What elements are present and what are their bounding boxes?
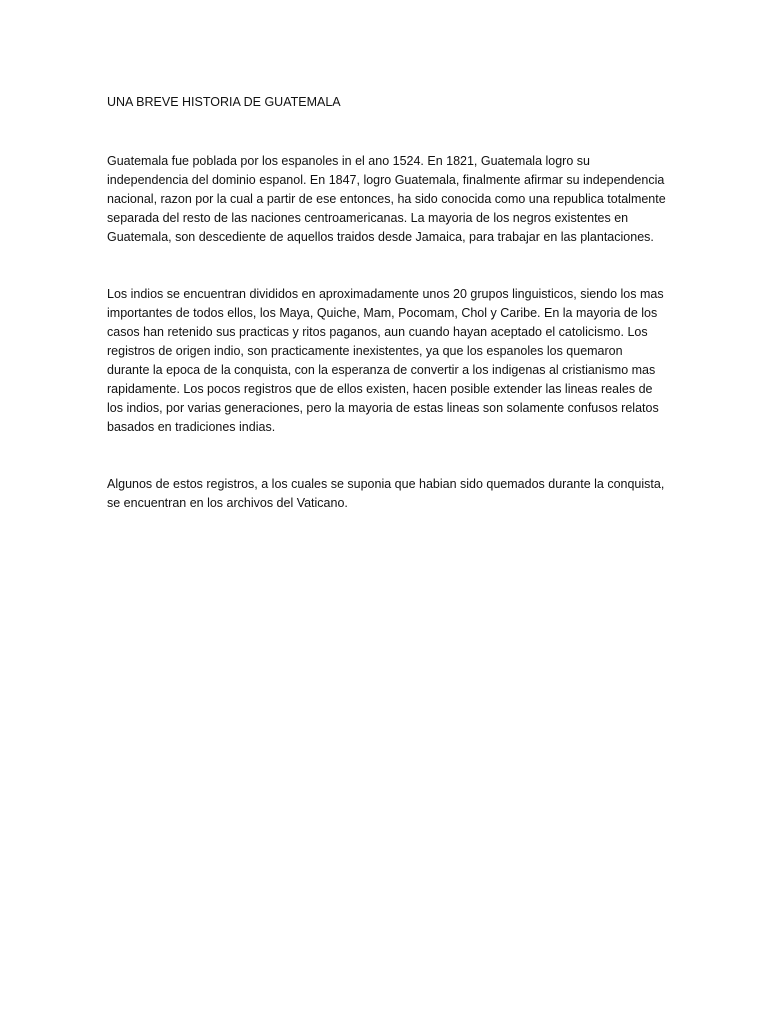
paragraph-indigenous-groups: Los indios se encuentran divididos en aproximadamente unos 20 grupos linguisticos, siendo los mas importantes de todos ellos, los Maya, Quiche, Mam, Pocomam, Chol y Caribe. En la mayoria de los casos han retenido sus practicas y ritos paganos, aun cuando hayan aceptado el catolicismo. Los registros de origen indio, son practicamente inexistentes, ya que los espanoles los quemaron durante la epoca de la conquista, con la esperanza de convertir a los indigenas al cristianismo mas rapidamente. Los pocos registros que de ellos existen, hacen posible extender las lineas reales de los indios, por varias generaciones, pero la mayoria de estas lineas son solamente confusos relatos basados en tradiciones indias.	[107, 287, 664, 434]
document-title: UNA BREVE HISTORIA DE GUATEMALA	[107, 95, 341, 109]
document-body	[107, 94, 667, 513]
paragraph-history: Guatemala fue poblada por los espanoles in el ano 1524. En 1821, Guatemala logro su independencia del dominio espanol. En 1847, logro Guatemala, finalmente afirmar su independencia nacional, razon por la cual a partir de ese entonces, ha sido conocida como una republica totalmente separada del resto de las naciones centroamericanas. La mayoria de los negros existentes en Guatemala, son descediente de aquellos traidos desde Jamaica, para trabajar en las plantaciones.	[107, 154, 666, 244]
paragraph-vatican-archives: Algunos de estos registros, a los cuales se suponia que habian sido quemados durante la conquista, se encuentran en los archivos del Vaticano.	[107, 477, 665, 510]
